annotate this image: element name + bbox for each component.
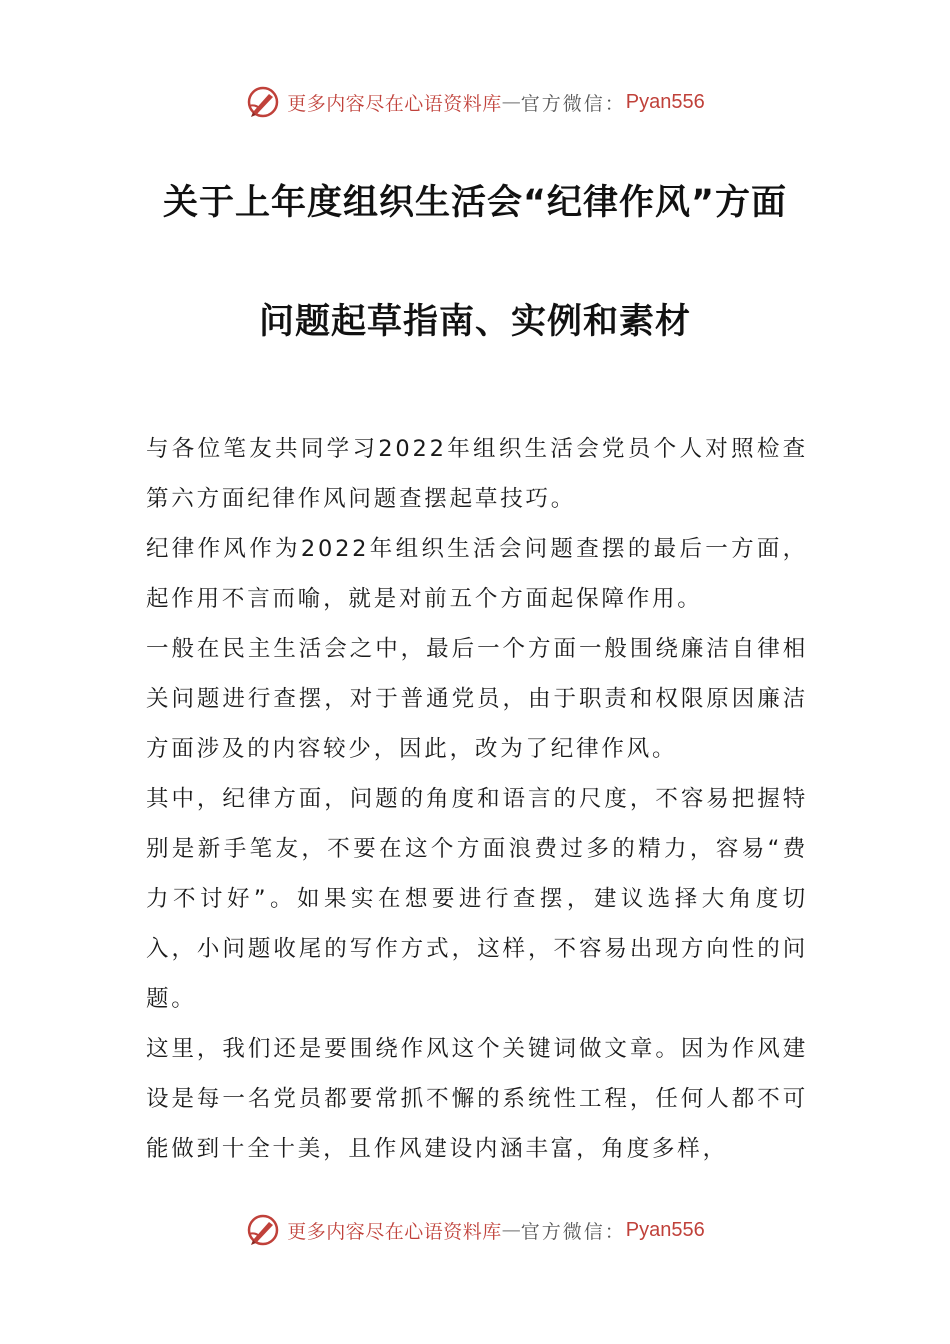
banner-wechat-label: 官方微信：: [520, 1220, 626, 1243]
banner-wechat-id: Pyan556: [625, 1218, 705, 1241]
body-paragraph: 纪律作风作为2022年组织生活会问题查摆的最后一方面，起作用不言而喻，就是对前五个方面起保障作用。: [146, 536, 808, 612]
header-banner: [0, 82, 950, 122]
banner-separator: —: [501, 91, 521, 113]
banner-wechat-label: 官方微信：: [520, 92, 626, 115]
document-body: [146, 424, 808, 1174]
body-paragraph: 一般在民主生活会之中，最后一个方面一般围绕廉洁自律相关问题进行查摆，对于普通党员，由于职责和权限原因廉洁方面涉及的内容较少，因此，改为了纪律作风。: [146, 636, 808, 762]
pen-logo-icon: [245, 84, 281, 120]
banner-separator: —: [501, 1219, 521, 1241]
pen-logo-icon: [245, 1212, 281, 1248]
body-paragraph: 与各位笔友共同学习2022年组织生活会党员个人对照检查第六方面纪律作风问题查摆起草技巧。: [146, 436, 808, 512]
body-paragraph: 这里，我们还是要围绕作风这个关键词做文章。因为作风建设是每一名党员都要常抓不懈的系统性工程，任何人都不可能做到十全十美，且作风建设内涵丰富，角度多样，: [146, 1036, 808, 1162]
banner-brand-text: 更多内容尽在心语资料库: [287, 92, 502, 115]
document-title-line-2: 问题起草指南、实例和素材: [258, 302, 691, 342]
banner-wechat-id: Pyan556: [625, 90, 705, 113]
body-paragraph: 其中，纪律方面，问题的角度和语言的尺度，不容易把握特别是新手笔友，不要在这个方面浪费过多的精力，容易“费力不讨好”。如果实在想要进行查摆，建议选择大角度切入，小问题收尾的写作方式，这样，不容易出现方向性的问题。: [146, 786, 808, 1012]
banner-brand-text: 更多内容尽在心语资料库: [287, 1220, 502, 1243]
document-title-line-1: 关于上年度组织生活会“纪律作风”方面: [162, 183, 787, 223]
footer-banner: [0, 1210, 950, 1250]
